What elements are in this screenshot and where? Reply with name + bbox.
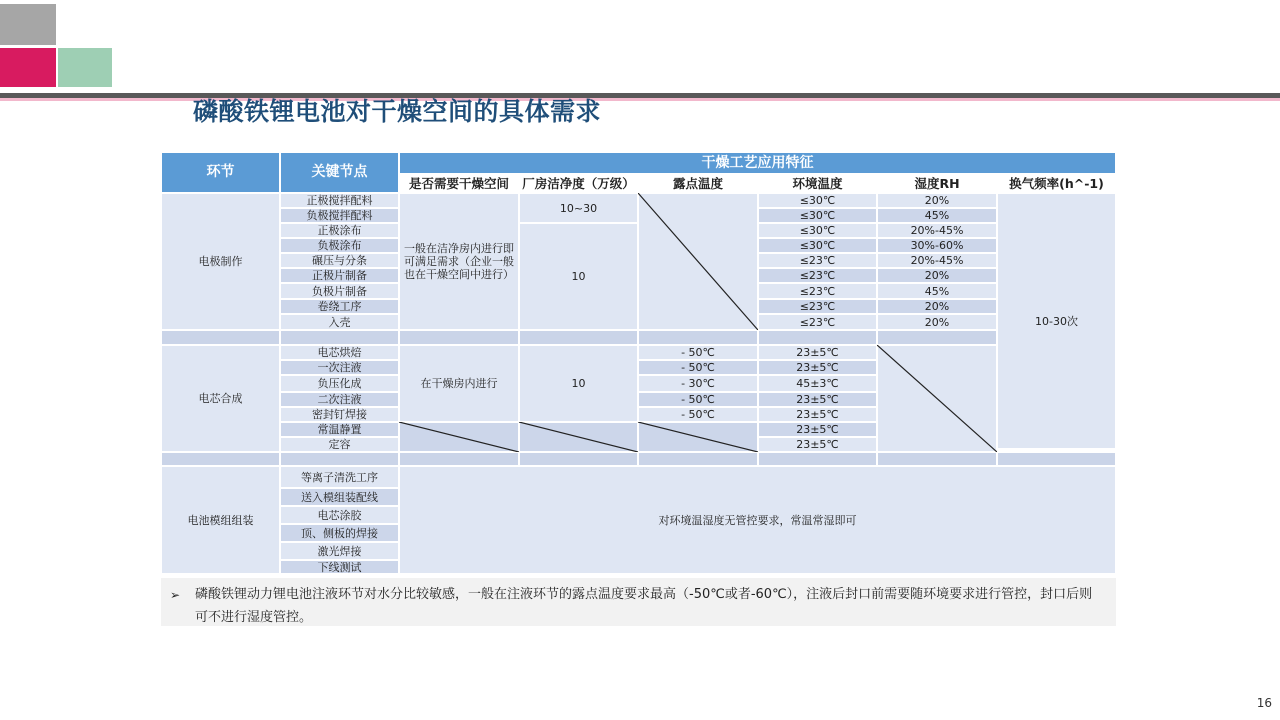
env-temp-electrode: ≤23℃	[759, 254, 877, 268]
dew-point-cell: - 30℃	[639, 376, 758, 392]
module-note: 对环境温湿度无管控要求，常温常湿即可	[400, 467, 1116, 574]
deco-square-green	[58, 48, 112, 87]
separator-row	[998, 453, 1116, 466]
requirements-table	[161, 152, 1116, 572]
node-cell: 负压化成	[281, 376, 399, 392]
node-module: 电芯涂胶	[281, 507, 399, 524]
env-temp-electrode: ≤30℃	[759, 224, 877, 238]
page-number: 16	[1256, 696, 1272, 710]
dew-point-cell: - 50℃	[639, 346, 758, 360]
separator-row	[520, 453, 638, 466]
subheader-1: 厂房洁净度（万级）	[520, 175, 638, 193]
humidity-electrode: 20%	[878, 315, 997, 330]
header-rule-accent	[0, 98, 1280, 101]
env-temp-electrode: ≤23℃	[759, 315, 877, 330]
humidity-electrode: 45%	[878, 209, 997, 223]
node-electrode: 负极搅拌配料	[281, 209, 399, 223]
footnote-text: 磷酸铁锂动力锂电池注液环节对水分比较敏感，一般在注液环节的露点温度要求最高（-50℃或者-60℃），注液后封口前需要随环境要求进行管控，封口后则可不进行湿度管控。	[195, 587, 1093, 625]
env-temp-cell: 23±5℃	[759, 408, 877, 422]
dew-point-electrode	[639, 194, 758, 330]
dew-point-cell: - 50℃	[639, 361, 758, 375]
separator-row	[400, 331, 519, 345]
env-temp-cell: 23±5℃	[759, 438, 877, 452]
subheader-3: 环境温度	[759, 175, 877, 193]
node-cell: 常温静置	[281, 423, 399, 437]
dry-space-electrode: 一般在洁净房内进行即可满足需求（企业一般也在干燥空间中进行）	[400, 194, 519, 330]
node-electrode: 正极片制备	[281, 269, 399, 283]
env-temp-cell: 23±5℃	[759, 393, 877, 407]
env-temp-electrode: ≤23℃	[759, 300, 877, 314]
node-module: 送入模组装配线	[281, 489, 399, 506]
separator-row	[400, 453, 519, 466]
env-temp-cell: 23±5℃	[759, 346, 877, 360]
header-node: 关键节点	[281, 153, 399, 193]
node-cell: 电芯烘焙	[281, 346, 399, 360]
env-temp-cell: 45±3℃	[759, 376, 877, 392]
separator-row	[281, 453, 399, 466]
node-cell: 二次注液	[281, 393, 399, 407]
bullet-arrow-icon: ➢	[170, 588, 181, 602]
dew-point-cell: - 50℃	[639, 408, 758, 422]
env-temp-electrode: ≤23℃	[759, 269, 877, 283]
node-electrode: 负极涂布	[281, 239, 399, 253]
subheader-2: 露点温度	[639, 175, 758, 193]
node-cell: 定容	[281, 438, 399, 452]
cleanliness-cell-empty	[520, 423, 638, 452]
subheader-5: 换气频率(h^-1)	[998, 175, 1116, 193]
node-electrode: 正极涂布	[281, 224, 399, 238]
dew-point-cell-empty	[639, 423, 758, 452]
dry-space-cell: 在干燥房内进行	[400, 346, 519, 422]
humidity-electrode: 20%	[878, 300, 997, 314]
separator-row	[759, 331, 877, 345]
humidity-electrode: 20%-45%	[878, 224, 997, 238]
air-change-value: 10-30次	[998, 194, 1116, 449]
node-electrode: 碾压与分条	[281, 254, 399, 268]
stage-name-electrode: 电极制作	[162, 194, 280, 330]
dew-point-cell: - 50℃	[639, 393, 758, 407]
separator-row	[162, 453, 280, 466]
separator-row	[878, 331, 997, 345]
footnote	[161, 578, 1116, 626]
deco-square-magenta	[0, 48, 56, 87]
separator-row	[639, 331, 758, 345]
separator-row	[520, 331, 638, 345]
subheader-4: 湿度RH	[878, 175, 997, 193]
env-temp-cell: 23±5℃	[759, 423, 877, 437]
humidity-electrode: 30%-60%	[878, 239, 997, 253]
env-temp-electrode: ≤30℃	[759, 194, 877, 208]
env-temp-cell: 23±5℃	[759, 361, 877, 375]
stage-name-cell: 电芯合成	[162, 346, 280, 452]
node-module: 顶、侧板的焊接	[281, 525, 399, 542]
slide-title: 磷酸铁锂电池对干燥空间的具体需求	[193, 97, 602, 126]
humidity-electrode: 20%	[878, 269, 997, 283]
env-temp-electrode: ≤30℃	[759, 209, 877, 223]
separator-row	[878, 453, 997, 466]
header-group: 干燥工艺应用特征	[400, 153, 1116, 174]
cleanliness-electrode-a: 10~30	[520, 194, 638, 223]
subheader-0: 是否需要干燥空间	[400, 175, 519, 193]
header-stage: 环节	[162, 153, 280, 193]
node-electrode: 卷绕工序	[281, 300, 399, 314]
stage-name-module: 电池模组组装	[162, 467, 280, 574]
humidity-electrode: 45%	[878, 284, 997, 299]
node-electrode: 正极搅拌配料	[281, 194, 399, 208]
node-electrode: 负极片制备	[281, 284, 399, 299]
deco-square-gray	[0, 4, 56, 45]
dry-space-cell-empty	[400, 423, 519, 452]
cleanliness-electrode-b: 10	[520, 224, 638, 330]
node-module: 等离子清洗工序	[281, 467, 399, 488]
node-module: 激光焊接	[281, 543, 399, 560]
node-cell: 密封钉焊接	[281, 408, 399, 422]
separator-row	[281, 331, 399, 345]
node-cell: 一次注液	[281, 361, 399, 375]
node-electrode: 入壳	[281, 315, 399, 330]
separator-row	[759, 453, 877, 466]
separator-row	[639, 453, 758, 466]
node-module: 下线测试	[281, 561, 399, 574]
humidity-cell-empty	[878, 346, 997, 452]
env-temp-electrode: ≤30℃	[759, 239, 877, 253]
cleanliness-cell: 10	[520, 346, 638, 422]
humidity-electrode: 20%-45%	[878, 254, 997, 268]
env-temp-electrode: ≤23℃	[759, 284, 877, 299]
separator-row	[162, 331, 280, 345]
humidity-electrode: 20%	[878, 194, 997, 208]
